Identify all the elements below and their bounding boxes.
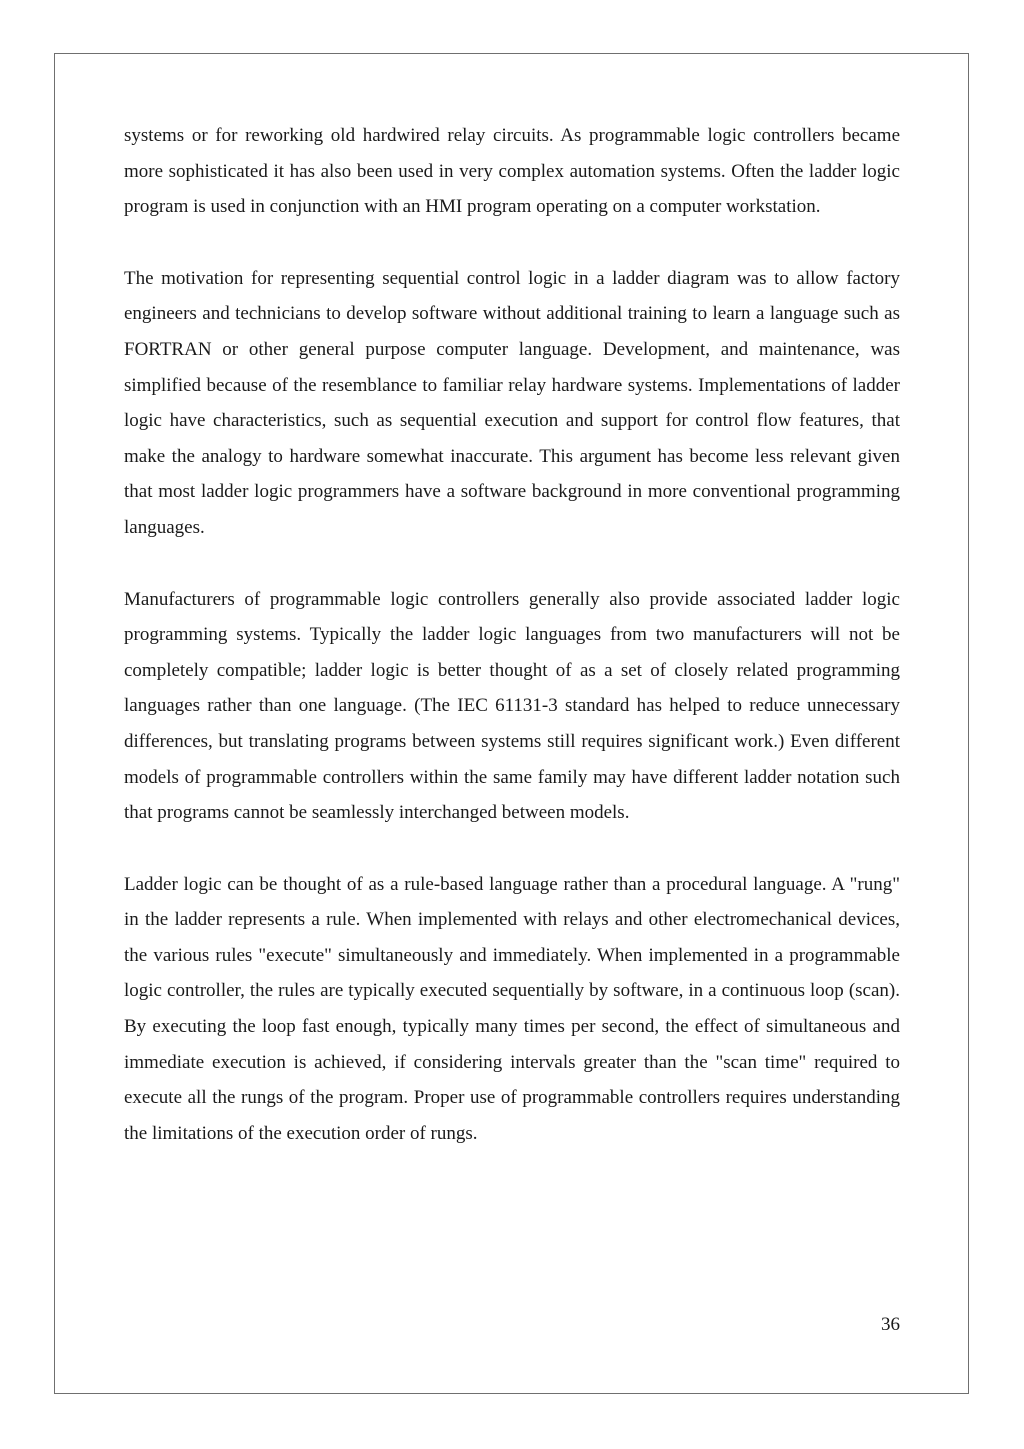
paragraph-motivation: The motivation for representing sequential control logic in a ladder diagram was to allow factory engineers and technicians to develop software without additional training to learn a language such as FORTRAN or other general purpose computer language. Development, and maintenance, was simplified because of the resemblance to familiar relay hardware systems. Implementations of ladder logic have characteristics, such as sequential execution and support for control flow features, that make the analogy to hardware somewhat inaccurate. This argument has become less relevant given that most ladder logic programmers have a software background in more conventional programming languages.	[124, 267, 900, 538]
document-body	[124, 118, 900, 1187]
paragraph-relay-circuits: systems or for reworking old hardwired relay circuits. As programmable logic controllers became more sophisticated it has also been used in very complex automation systems. Often the ladder logic program is used in conjunction with an HMI program operating on a computer workstation.	[124, 125, 900, 218]
paragraph-manufacturers: Manufacturers of programmable logic controllers generally also provide associated ladder logic programming systems. Typically the ladder logic languages from two manufacturers will not be completely compatible; ladder logic is better thought of as a set of closely related programming languages rather than one language. (The IEC 61131-3 standard has helped to reduce unnecessary differences, but translating programs between systems still requires significant work.) Even different models of programmable controllers within the same family may have different ladder notation such that programs cannot be seamlessly interchanged between models.	[124, 588, 900, 824]
paragraph-rule-based: Ladder logic can be thought of as a rule-based language rather than a procedural language. A "rung" in the ladder represents a rule. When implemented with relays and other electromechanical devices, the various rules "execute" simultaneously and immediately. When implemented in a programmable logic controller, the rules are typically executed sequentially by software, in a continuous loop (scan). By executing the loop fast enough, typically many times per second, the effect of simultaneous and immediate execution is achieved, if considering intervals greater than the "scan time" required to execute all the rungs of the program. Proper use of programmable controllers requires understanding the limitations of the execution order of rungs.	[124, 873, 900, 1144]
page-number: 36	[881, 1314, 900, 1335]
